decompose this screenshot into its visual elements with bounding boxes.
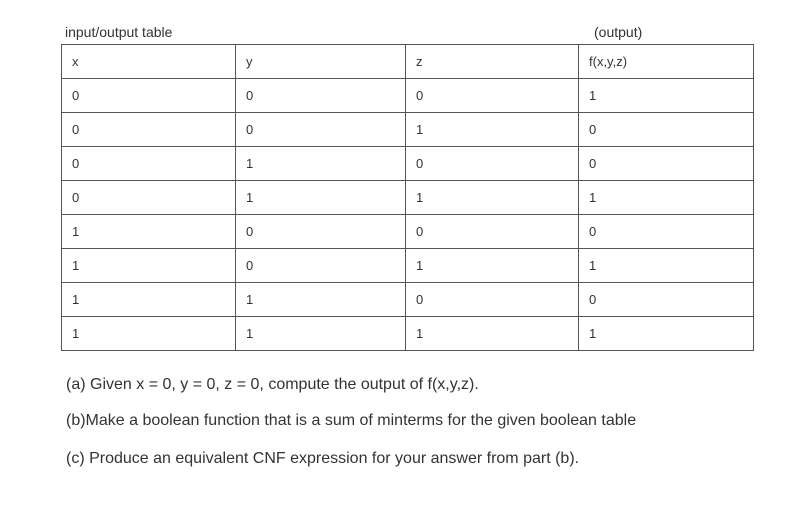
table-caption: input/output table: [65, 24, 173, 40]
question-a: (a) Given x = 0, y = 0, z = 0, compute the output of f(x,y,z).: [66, 376, 479, 393]
truth-table: [61, 44, 754, 351]
cell-f: 0: [579, 215, 754, 249]
table-row: [62, 147, 754, 181]
cell-x: 0: [62, 181, 236, 215]
table-row: [62, 283, 754, 317]
cell-y: 0: [236, 215, 406, 249]
cell-z: 1: [406, 181, 579, 215]
cell-y: 1: [236, 317, 406, 351]
cell-y: 1: [236, 147, 406, 181]
question-b: (b)Make a boolean function that is a sum of minterms for the given boolean table: [66, 412, 637, 429]
cell-f: 1: [579, 249, 754, 283]
cell-z: 1: [406, 113, 579, 147]
cell-x: 0: [62, 147, 236, 181]
cell-z: 1: [406, 249, 579, 283]
header-y: y: [236, 45, 406, 79]
table-row: [62, 113, 754, 147]
table-row: [62, 317, 754, 351]
cell-f: 0: [579, 147, 754, 181]
table-row: [62, 215, 754, 249]
cell-z: 0: [406, 79, 579, 113]
cell-f: 1: [579, 79, 754, 113]
cell-y: 0: [236, 249, 406, 283]
header-x: x: [62, 45, 236, 79]
table-row: [62, 249, 754, 283]
cell-z: 0: [406, 147, 579, 181]
question-c: (c) Produce an equivalent CNF expression for your answer from part (b).: [66, 450, 580, 467]
cell-z: 0: [406, 215, 579, 249]
cell-x: 0: [62, 113, 236, 147]
output-caption: (output): [594, 24, 643, 40]
header-f: f(x,y,z): [579, 45, 754, 79]
cell-y: 0: [236, 79, 406, 113]
cell-y: 0: [236, 113, 406, 147]
cell-x: 1: [62, 317, 236, 351]
cell-z: 0: [406, 283, 579, 317]
cell-y: 1: [236, 283, 406, 317]
cell-x: 1: [62, 215, 236, 249]
cell-x: 0: [62, 79, 236, 113]
cell-y: 1: [236, 181, 406, 215]
cell-x: 1: [62, 249, 236, 283]
table-row: [62, 79, 754, 113]
cell-z: 1: [406, 317, 579, 351]
table-row: [62, 181, 754, 215]
header-z: z: [406, 45, 579, 79]
cell-f: 1: [579, 317, 754, 351]
cell-x: 1: [62, 283, 236, 317]
table-header-row: [62, 45, 754, 79]
cell-f: 0: [579, 113, 754, 147]
cell-f: 0: [579, 283, 754, 317]
cell-f: 1: [579, 181, 754, 215]
